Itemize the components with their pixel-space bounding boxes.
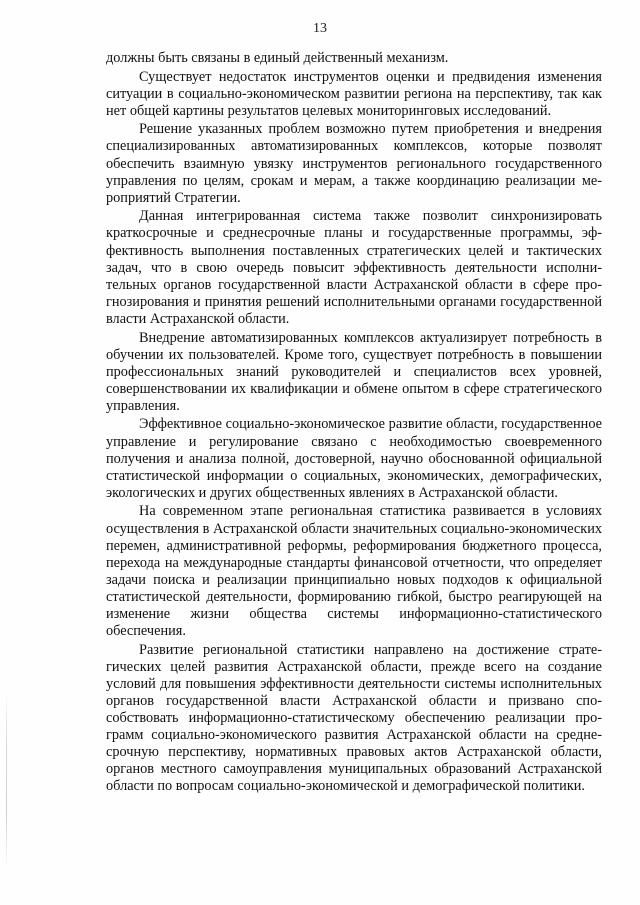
paragraph: На современном этапе региональная статистика развивается в условиях осуществления в Астраханской области значительных социально-экономических перемен, административной реформы, реформирования бюджетного процесса, перехода на международные стандарты финансовой отчетности, что определяет задачи поиска и реализации принципиально новых подходов к официальной статистической деятельности, формированию гибкой, быстро реагирующей на изменение жизни общества системы информационно-статистического обеспечения.: [106, 503, 602, 640]
scan-edge-shadow: [6, 690, 7, 870]
paragraph: Развитие региональной статистики направлено на достижение стратегических целей развития Астраханской области, прежде всего на создание условий для повышения эффективности деятельности системы исполнительных органов государственной власти Астраханской области и призвано способствовать информационно-статистическому обеспечению реализации программ социально-экономического развития Астраханской области на среднесрочную перспективу, нормативных правовых актов Астраханской области, органов местного самоуправления муниципальных образований Астраханской области по вопросам социально-экономической и демографической политики.: [106, 641, 602, 795]
paragraph-continuation: должны быть связаны в единый действенный механизм.: [106, 50, 449, 66]
paragraph: Эффективное социально-экономическое развитие области, государственное управление и регулирование связано с необходимостью своевременного получения и анализа полной, достоверной, научно обоснованной официальной статистической информации о социальных, экономических, демографических, экологических и других общественных явлениях в Астраханской области.: [106, 416, 602, 501]
page-number: 13: [313, 21, 327, 36]
document-body: [106, 50, 602, 797]
paragraph: Внедрение автоматизированных комплексов актуализирует потребность в обучении их пользователей. Кроме того, существует потребность в повышении профессиональных знаний руководителей и специалистов всех уровней, совершенствовании их квалификации и обмене опытом в сфере стратегического управления.: [106, 329, 602, 414]
paragraph: Существует недостаток инструментов оценки и предвидения изменения ситуации в социально-экономическом развитии региона на перспективу, так как нет общей картины результатов целевых мониторинговых исследований.: [106, 68, 602, 119]
paragraph: Решение указанных проблем возможно путем приобретения и внедрения специализированных автоматизированных комплексов, которые позволят обеспечить взаимную увязку инструментов регионального государственного управления по целям, срокам и мерам, а также координацию реализации мероприятий Стратегии.: [106, 121, 602, 206]
paragraph: Данная интегрированная система также позволит синхронизировать краткосрочные и среднесрочные планы и государственные программы, эффективность выполнения поставленных стратегических целей и тактических задач, что в свою очередь повысит эффективность деятельности исполнительных органов государственной власти Астраханской области в сфере прогнозирования и принятия решений исполнительными органами государственной власти Астраханской области.: [106, 208, 602, 327]
